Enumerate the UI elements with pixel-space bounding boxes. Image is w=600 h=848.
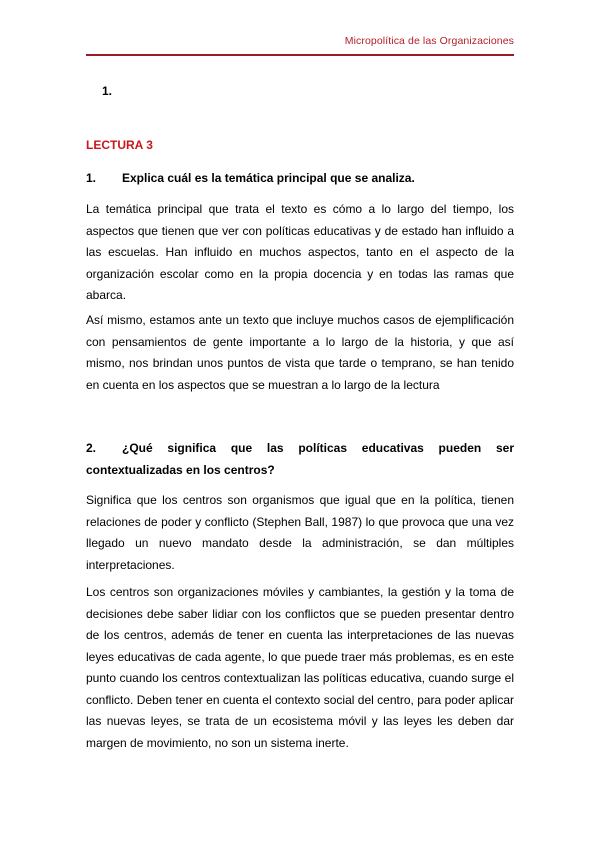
answer-1-paragraph-1 — [86, 199, 514, 307]
paragraph: Significa que los centros son organismos que igual que en la política, tienen relaciones de poder y conflicto (Stephen Ball, 1987) lo que provoca que una vez llegado un nuevo mandato desde la administración, se dan múltiples interpretaciones. — [86, 493, 514, 572]
list-number: 1. — [102, 84, 113, 98]
paragraph: Así mismo, estamos ante un texto que incluye muchos casos de ejemplificación con pensamientos de gente importante a lo largo de la historia, y que así mismo, nos brindan unos puntos de vista que tarde o temprano, se han tenido en cuenta en los aspectos que se muestran a lo largo de la lectura — [86, 313, 514, 392]
question-title: ¿Qué significa que las políticas educativas pueden ser contextualizadas en los centros? — [86, 441, 514, 477]
paragraph: Los centros son organizaciones móviles y cambiantes, la gestión y la toma de decisiones debe saber lidiar con los conflictos que se pueden presentar dentro de los centros, además de tener en cuenta las interpretaciones de las nuevas leyes educativas de cada agente, lo que puede traer más problemas, es en este punto cuando los centros contextualizan las políticas educativa, cuando surge el conflicto. Deben tener en cuenta el contexto social del centro, para poder aplicar las nuevas leyes, se trata de un ecosistema móvil y las leyes les deben dar margen de movimiento, no son un sistema inerte. — [86, 585, 514, 750]
question-title: Explica cuál es la temática principal que se analiza. — [122, 171, 415, 185]
section-title: LECTURA 3 — [86, 138, 153, 152]
paragraph: La temática principal que trata el texto es cómo a lo largo del tiempo, los aspectos que tienen que ver con políticas educativas y de estado han influido a las escuelas. Han influido en muchos aspectos, tanto en el aspecto de la organización escolar como en la propia docencia y en todas las ramas que abarca. — [86, 202, 514, 302]
question-number: 1. — [86, 171, 97, 185]
question-2-block — [86, 437, 514, 481]
question-heading — [86, 437, 514, 481]
running-header-title: Micropolítica de las Organizaciones — [344, 35, 514, 47]
answer-2-paragraph-1 — [86, 490, 514, 576]
question-heading — [86, 167, 514, 189]
answer-1-paragraph-2 — [86, 310, 514, 396]
question-number: 2. — [86, 441, 97, 455]
answer-2-paragraph-2 — [86, 582, 514, 754]
header-divider — [86, 54, 514, 56]
question-1-block — [86, 167, 514, 189]
